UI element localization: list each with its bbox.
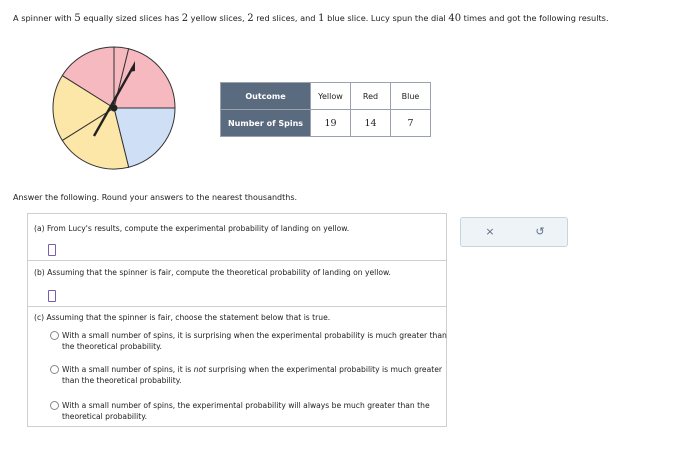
radio-button[interactable] [50,331,59,340]
table-header-yellow: Yellow [311,83,351,110]
question-a-text: (a) From Lucy's results, compute the experimental probability of landing on yellow. [34,224,350,233]
option-2-text-part: surprising when the experimental probability is much greater than the theoretical probability. [62,365,443,385]
answer-tools-panel [460,217,568,247]
close-icon: × [485,225,495,238]
spinner-hub [111,105,118,112]
results-table [220,82,431,137]
part-a [28,214,446,261]
slice-count: 5 [74,13,81,24]
option-2-text [62,364,447,386]
yellow-count: 2 [181,13,189,24]
option-2-emphasis: not [193,365,207,374]
problem-statement [13,13,609,24]
table-header-outcome: Outcome [221,83,311,110]
intro-text: equally sized slices has [80,13,182,23]
option-1-text: With a small number of spins, it is surprising when the experimental probability is much greater than the theoretical probability. [62,331,447,351]
table-header-spins: Number of Spins [221,110,311,137]
clear-button[interactable] [467,222,513,242]
table-header-blue: Blue [391,83,431,110]
intro-text: blue slice. Lucy spun the dial [324,13,449,23]
part-b [28,261,446,307]
intro-text: red slices, and [253,13,319,23]
answer-input-a[interactable] [48,244,56,256]
table-cell-blue-count: 7 [391,110,431,137]
question-b-text: (b) Assuming that the spinner is fair, compute the theoretical probability of landing on yellow. [34,268,391,277]
spin-count: 40 [448,13,462,24]
answer-instructions: Answer the following. Round your answers to the nearest thousandths. [13,193,298,202]
intro-text: yellow slices, [188,13,248,23]
part-c [28,307,446,427]
red-count: 2 [247,13,254,24]
question-box [27,213,447,427]
option-3-text: With a small number of spins, the experimental probability will always be much greater than the theoretical probability. [62,401,430,421]
reset-button[interactable] [517,222,563,242]
radio-button[interactable] [50,365,59,374]
table-cell-yellow-count: 19 [311,110,351,137]
table-row [221,110,431,137]
option-2-text-part: With a small number of spins, it is [62,365,194,374]
question-c-text: (c) Assuming that the spinner is fair, choose the statement below that is true. [34,313,331,322]
blue-count: 1 [318,13,325,24]
spinner-image [51,45,177,171]
radio-button[interactable] [50,401,59,410]
answer-input-b[interactable] [48,290,56,302]
undo-icon: ↺ [535,225,545,238]
table-header-red: Red [351,83,391,110]
intro-text: times and got the following results. [461,13,609,23]
table-cell-red-count: 14 [351,110,391,137]
intro-text: A spinner with [13,13,75,23]
table-row [221,83,431,110]
